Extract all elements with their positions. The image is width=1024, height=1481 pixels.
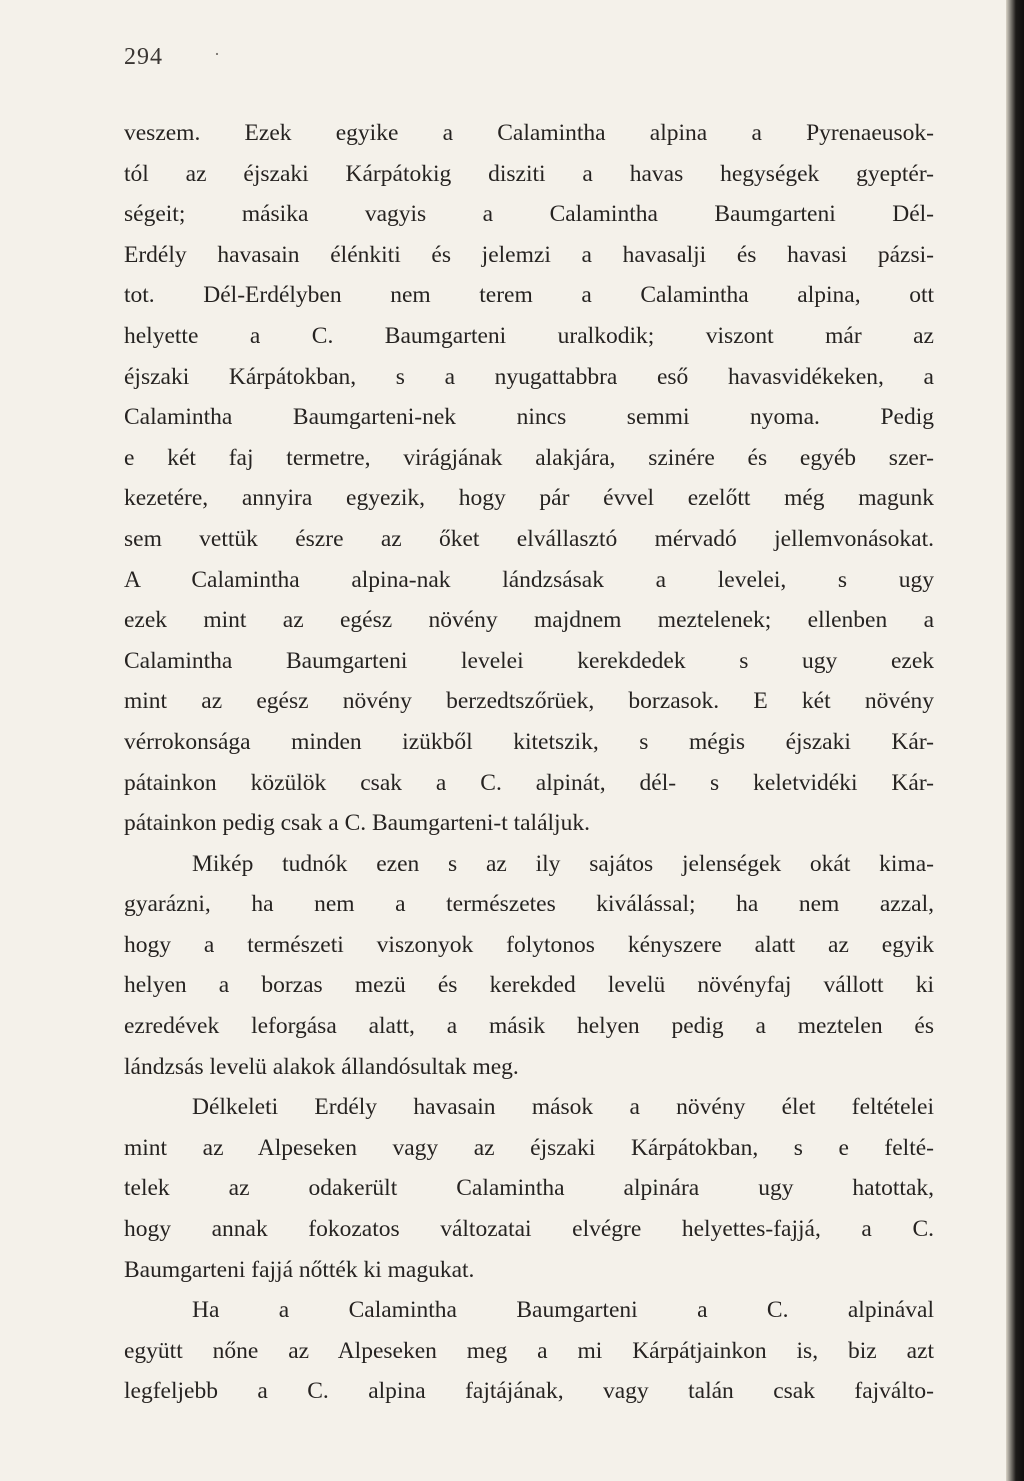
text-line: kezetére, annyira egyezik, hogy pár évvel ezelőtt még magunk bbox=[124, 485, 934, 512]
text-line: pátainkon közülök csak a C. alpinát, dél- s keletvidéki Kár- bbox=[124, 769, 934, 796]
text-line: sem vettük észre az őket elvállasztó mérvadó jellemvonásokat. bbox=[124, 525, 934, 552]
text-line: ezredévek leforgása alatt, a másik helyen pedig a meztelen és bbox=[124, 1013, 934, 1040]
text-line: veszem. Ezek egyike a Calamintha alpina a Pyrenaeusok- bbox=[124, 120, 934, 146]
text-line: hogy annak fokozatos változatai elvégre helyettes-fajjá, a C. bbox=[124, 1216, 934, 1243]
text-line: hogy a természeti viszonyok folytonos kényszere alatt az egyik bbox=[124, 931, 934, 958]
text-line: vérrokonsága minden izükből kitetszik, s mégis éjszaki Kár- bbox=[124, 728, 934, 755]
text-line: éjszaki Kárpátokban, s a nyugattabbra eső havasvidékeken, a bbox=[124, 363, 934, 390]
text-line: legfeljebb a C. alpina fajtájának, vagy talán csak fajválto- bbox=[124, 1378, 934, 1405]
text-line: ségeit; másika vagyis a Calamintha Baumgarteni Dél- bbox=[124, 201, 934, 228]
text-line: helyette a C. Baumgarteni uralkodik; viszont már az bbox=[124, 322, 934, 349]
text-line: A Calamintha alpina-nak lándzsásak a levelei, s ugy bbox=[124, 566, 934, 593]
paragraph-end-line: pátainkon pedig csak a C. Baumgarteni-t találjuk. bbox=[124, 810, 590, 837]
body-text bbox=[124, 113, 934, 1412]
paragraph-end-line: Baumgarteni fajjá nőtték ki magukat. bbox=[124, 1256, 475, 1283]
text-line: együtt nőne az Alpeseken meg a mi Kárpátjainkon is, biz azt bbox=[124, 1337, 934, 1364]
text-line: Calamintha Baumgarteni levelei kerekdedek s ugy ezek bbox=[124, 647, 934, 674]
text-line: Erdély havasain élénkiti és jelemzi a havasalji és havasi pázsi- bbox=[124, 241, 934, 268]
page-number: 294 bbox=[124, 44, 163, 70]
paragraph-start-line: Ha a Calamintha Baumgarteni a C. alpinával bbox=[192, 1297, 934, 1324]
text-line: mint az egész növény berzedtszőrüek, borzasok. E két növény bbox=[124, 688, 934, 715]
page-number-dot: · bbox=[214, 44, 220, 64]
text-line: e két faj termetre, virágjának alakjára, szinére és egyéb szer- bbox=[124, 444, 934, 471]
paragraph-end-line: lándzsás levelü alakok állandósultak meg. bbox=[124, 1053, 519, 1080]
text-line: helyen a borzas mezü és kerekded levelü növényfaj vállott ki bbox=[124, 972, 934, 999]
paragraph-start-line: Mikép tudnók ezen s az ily sajátos jelenségek okát kima- bbox=[192, 850, 934, 877]
text-line: telek az odakerült Calamintha alpinára ugy hatottak, bbox=[124, 1175, 934, 1202]
page-edge-shadow bbox=[1006, 0, 1024, 1481]
text-line: Calamintha Baumgarteni-nek nincs semmi nyoma. Pedig bbox=[124, 404, 934, 431]
text-line: gyarázni, ha nem a természetes kiválással; ha nem azzal, bbox=[124, 891, 934, 918]
text-line: ezek mint az egész növény majdnem meztelenek; ellenben a bbox=[124, 607, 934, 634]
paragraph-start-line: Délkeleti Erdély havasain mások a növény élet feltételei bbox=[192, 1094, 934, 1121]
text-line: mint az Alpeseken vagy az éjszaki Kárpátokban, s e felté- bbox=[124, 1134, 934, 1161]
text-line: tól az éjszaki Kárpátokig disziti a havas hegységek gyeptér- bbox=[124, 160, 934, 187]
text-line: tot. Dél-Erdélyben nem terem a Calamintha alpina, ott bbox=[124, 282, 934, 309]
